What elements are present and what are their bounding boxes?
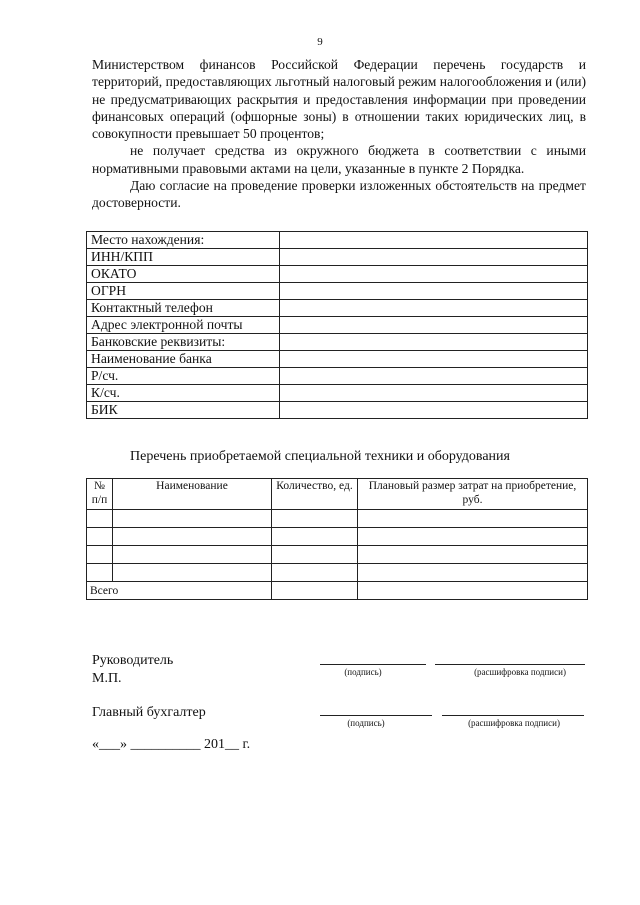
- equipment-cell: [358, 528, 588, 546]
- equipment-cell: [113, 510, 272, 528]
- equipment-cell: [272, 510, 358, 528]
- equipment-row: [87, 510, 588, 528]
- requisites-row: [87, 385, 588, 402]
- requisites-label: Р/сч.: [87, 368, 280, 385]
- requisites-label: Наименование банка: [87, 351, 280, 368]
- equipment-total-label: Всего: [87, 582, 272, 600]
- head-decoding-line: [435, 664, 585, 665]
- equipment-row: [87, 528, 588, 546]
- equipment-cell: [113, 528, 272, 546]
- requisites-value: [280, 351, 588, 368]
- paragraph-consent: Даю согласие на проведение проверки изложенных обстоятельств на предмет достоверности.: [92, 178, 586, 211]
- requisites-row: [87, 368, 588, 385]
- head-decoding-caption: (расшифровка подписи): [474, 667, 566, 677]
- equipment-cell: [272, 546, 358, 564]
- requisites-value: [280, 249, 588, 266]
- requisites-row: [87, 402, 588, 419]
- equipment-cell: [358, 510, 588, 528]
- requisites-row: [87, 300, 588, 317]
- requisites-row: [87, 351, 588, 368]
- requisites-table: [86, 231, 588, 419]
- equipment-cell: [358, 546, 588, 564]
- requisites-row: [87, 283, 588, 300]
- head-label: Руководитель: [92, 653, 174, 668]
- requisites-row: [87, 266, 588, 283]
- requisites-value: [280, 385, 588, 402]
- requisites-row: [87, 249, 588, 266]
- requisites-value: [280, 317, 588, 334]
- head-signature-line: [320, 664, 426, 665]
- accountant-decoding-caption: (расшифровка подписи): [468, 718, 560, 728]
- requisites-label: Контактный телефон: [87, 300, 280, 317]
- requisites-row: [87, 317, 588, 334]
- header-number: № п/п: [87, 479, 113, 510]
- requisites-label: Место нахождения:: [87, 232, 280, 249]
- requisites-row: [87, 334, 588, 351]
- requisites-label: Адрес электронной почты: [87, 317, 280, 334]
- accountant-label: Главный бухгалтер: [92, 705, 206, 720]
- equipment-cell: [113, 546, 272, 564]
- accountant-decoding-line: [442, 715, 584, 716]
- requisites-label: К/сч.: [87, 385, 280, 402]
- equipment-row: [87, 546, 588, 564]
- equipment-cell: [272, 564, 358, 582]
- requisites-label: ОГРН: [87, 283, 280, 300]
- paragraph-budget-funds: не получает средства из окружного бюджета в соответствии с иными нормативными правовыми актами на цели, указанные в пункте 2 Порядка.: [92, 143, 586, 176]
- paragraph-offshore: Министерством финансов Российской Федерации перечень государств и территорий, предоставляющих льготный налоговый режим налогообложения и (или) не предусматривающих раскрытия и предоставления информации при проведении финансовых операций (офшорные зоны) в отношении таких юридических лиц, в совокупности превышает 50 процентов;: [92, 57, 586, 142]
- equipment-table-header: [87, 479, 588, 510]
- equipment-cell: [272, 528, 358, 546]
- requisites-value: [280, 266, 588, 283]
- header-name: Наименование: [113, 479, 272, 510]
- stamp-label: М.П.: [92, 671, 122, 686]
- requisites-value: [280, 232, 588, 249]
- equipment-total-cell: [358, 582, 588, 600]
- equipment-cell: [113, 564, 272, 582]
- date-line: «___» __________ 201__ г.: [92, 737, 251, 752]
- header-quantity: Количество, ед.: [272, 479, 358, 510]
- requisites-label: Банковские реквизиты:: [87, 334, 280, 351]
- equipment-section-title: Перечень приобретаемой специальной техники и оборудования: [130, 449, 510, 464]
- requisites-value: [280, 334, 588, 351]
- body-text: [92, 56, 586, 212]
- equipment-total-row: [87, 582, 588, 600]
- equipment-cell: [87, 510, 113, 528]
- equipment-table: [86, 478, 588, 600]
- requisites-label: ОКАТО: [87, 266, 280, 283]
- equipment-cell: [87, 564, 113, 582]
- requisites-value: [280, 300, 588, 317]
- requisites-value: [280, 402, 588, 419]
- requisites-value: [280, 368, 588, 385]
- accountant-signature-caption: (подпись): [347, 718, 385, 728]
- equipment-row: [87, 564, 588, 582]
- equipment-cell: [87, 546, 113, 564]
- page-number: 9: [317, 36, 323, 48]
- equipment-cell: [87, 528, 113, 546]
- equipment-cell: [358, 564, 588, 582]
- equipment-total-cell: [272, 582, 358, 600]
- requisites-value: [280, 283, 588, 300]
- requisites-label: ИНН/КПП: [87, 249, 280, 266]
- requisites-label: БИК: [87, 402, 280, 419]
- header-planned-cost: Плановый размер затрат на приобретение, руб.: [358, 479, 588, 510]
- requisites-row: [87, 232, 588, 249]
- head-signature-caption: (подпись): [344, 667, 382, 677]
- accountant-signature-line: [320, 715, 432, 716]
